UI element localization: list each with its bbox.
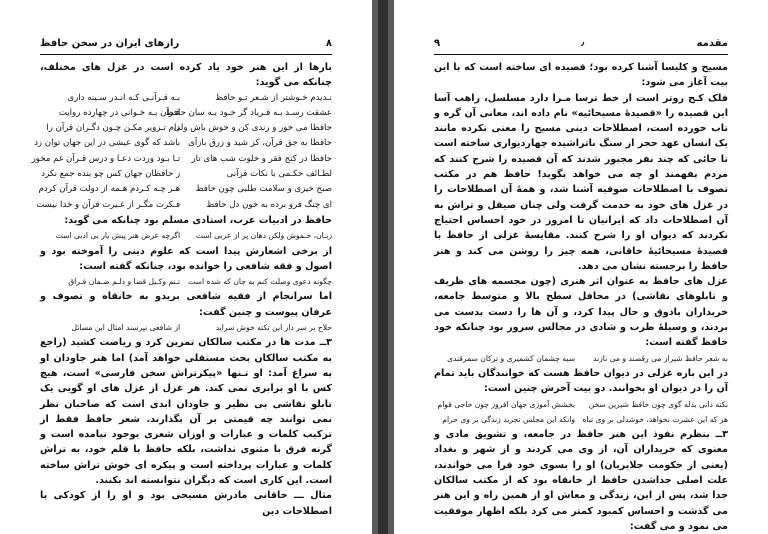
hemistich: بخشش آموزی جهان افروز چون حاجی قوام [437,399,576,409]
page-number: ۸ [325,38,332,49]
left-page-header [40,38,332,55]
paragraph: حافظ در ادبیات عرب، استادی مسلم بود چنانکه می گوید: [64,214,332,226]
hemistich: حافظا به حق قرآن، کز شید و زرق بازآی [188,138,332,149]
hemistich: زبـان، خـموش ولکن دهان پر از عربی است [195,231,332,241]
hemistich: فـکرت مگـر از غـیرت قرآن و خدا نیست [36,199,181,210]
hemistich: صبح خیزی و سلامت طلبی چون حافظ [195,184,332,195]
hemistich: از شافعی نپرسند امثال این مسائل [71,323,181,333]
verse-line [434,412,728,427]
hemistich: تـا بـود وردت دعـا و درس قـرآن غم مخور [31,153,181,164]
paragraph: مثال ـــ خاقانی مادرش مسیحی بود و او را از کودکی با اصطلاحات دین [40,490,332,517]
paragraph: ۳ــ بنظرم نفوذ این هنر حافظ در جامعه، و تشویق مادی و معنوی که خریداران آن، از وی می کردند و از شهر و بغداد (یعنی از حکومت جلایریان) او را بسوی خود فرا می خواندند، علت اصلی جداشدن حافظ از خانقاه بود که از مکتب سالکان جدا شد، پس از این، زندگی و معاش او از همین راه و این هنر می گذشت و احساس کمبود کمتر می کرد بلکه اظهار موفقیت می نمود و می گفت: [434,429,728,532]
verse-line [40,228,332,243]
hemistich: تـنم وکـیل قضا و دلـم ضـمان فـراق [68,277,181,287]
paragraph: ۳ــ مدت ها در مکتب سالکان تمرین کرد و ریاضت کشید (راجع به مکتب سالکان بحث مستقلی خواهد آمد) اما هنر جاودان او به سراغ آمد: او تـنها «پیکرتراش سخن فارسی» است، هیچ کس با او برابری نمی کند. هر غزل از غزل های او گویی یک تابلو نقاشی بی نظیر و جاودان ابدی است که صاحبان نظر نمی توانند چه قیمتی بر آن بگذارند. شعر حافظ فقط از ترکیب کلمات و عبارات و اوزان شعری بوجود نیامده است و گرنه فرق با مثنوی نداشت، بلکه حافظ با قلم خود، به تراش کلمات و عبارات پرداخته است و پیکره ای خوش تراش ساخته است. این کاری است که دیگران نتوانسته اند بکنند. [40,337,332,487]
gutter-edge [372,0,378,534]
verse-line [40,106,332,121]
verse-line [34,136,332,151]
left-page [0,0,372,534]
verse-line [40,167,332,182]
paragraph: بارها از این هنر خود یاد کرده است در غزل های مختلف، چنانکه می گوید: [40,62,332,89]
hemistich: به شعر حافظ شیراز می رقصند و می نازند [593,353,728,363]
hemistich: چگونه دعوی وصلت کنم به جان که شده است [188,277,332,287]
verse-line [40,121,332,136]
verse-line [40,274,332,289]
hemistich: حافظا می خور و رندی کن و خوش باش ولی [173,123,332,134]
paragraph: از برخی اشعارش پیدا است که علوم دینی را آموخته بود و اصول و فقه شافعی را خوانده بود، چنانکه گفته است: [40,245,332,272]
page-number: ۹ [434,38,441,49]
hemistich: ز حافظان جهان کس چو بنده جمع نکرد [41,169,181,180]
hemistich: حلاج بر سر دار این نکته خوش سراید [215,323,332,333]
hemistich: نکته دانی بذله گوی چون حافظ شیرین سخن [588,399,728,409]
hemistich: حافظا در کنج فقر و خلوت شب های تار [191,153,332,164]
verse-line [40,91,332,106]
paragraph: در این باره غزلی در دیوان حافظ هست که خوانندگان باید تمام آن را در دیوان او بخوانند. دو بیت آخرش چنین است: [434,367,728,395]
paragraph: مسیح و کلیسا آشنا کرده بود؛ قصیده ای ساخته است که با این بیت آغاز می شود: [434,62,728,89]
hemistich: عشقت رسـد بـه فـریاد گر خـود بـه سان حافظ [165,107,332,118]
left-page-body [31,60,332,519]
right-page [394,0,768,534]
hemistich: بـه قـرآنـی کـه انـدر سـینه داری [67,92,181,103]
verse-line [40,182,332,197]
hemistich: لطـائف حکـمی با نکات قرآنی [226,169,332,180]
page-gutter [372,0,394,534]
right-page-header [434,38,728,55]
verse-line [434,397,728,412]
right-page-body [434,60,728,534]
hemistich: ای چنگ فرو برده به خون دل حافظ [206,199,332,210]
hemistich: اگرچه عرض هنر پیش یار بی ادبی است [55,231,181,241]
verse-line [40,320,332,335]
hemistich: دام تـزویر مکـن چـون دگـران قرآن را [46,123,181,134]
verse-line [36,198,332,213]
hemistich: باشد که گوی عیشی در این جهان توان زد [34,138,181,149]
running-title: مقدمه [696,38,728,49]
hemistich: وانکه این مجلس تجرید زندگی بر وی حرام [442,414,576,424]
hemistich: نـدیدم خـوشتر از شـعر تـو حافظ [215,92,332,103]
hemistich: قـرآن بـه خـوانی در چهارده روایت [58,107,181,118]
paragraph: اما سرانجام از فقیه شافعی بریدو به خانقاه و تصوف و عرفان پیوست و چنین گفت: [40,291,332,318]
paragraph: غزل های حافظ به عنوان اثر هنری (چون مجسمه های ظریف و تابلوهای نقاشی) در محافل سطح بالا و متوسط جامعه، خریداران باذوق و حال پیدا کرد، و آن ها را دست بدست می بردند، و وسیلۀ طرب و شادی در مجالس سرور بود چنانکه خود حافظ گفته است: [434,276,728,349]
hemistich: هر که این عشرت نخواهد، خوشدلی بر وی تباه [582,414,728,424]
paragraph: فلک کـج روتر است از خط ترسا مـرا دارد مسلسل، راهب آسا این قصیده را «قصیدۀ مسیحائیه» نام داده اند، معانی آن گره و تاب خورده است، اصطلاحات دینی مسیح را معنی نکرده مانند یک انسان عهد حجر از سنگ ناتراشیده چهاردیواری ساخته است تا جائی که چند نفر مجبور شدند که آن قصیده را شرح کنند که مردم بفهمند او چه می خواهد بگوید! حافظ هم در مکتب تصوف با اصطلاحات صوفیه آشنا شد، و همۀ آن اصطلاحات را در غزل های خود به خدمت گرفت ولی چنان صیقل و تراش به آن اصطلاحات داد که ایرانیان تا امروز در خود احساس احتیاج نکردند که دیوان او را شرح کنند. مقایسۀ غزلی از حافظ با قصیدۀ مسیحائیۀ خاقانی، همه چیز را روشن می کند و هنر حافظ را برجسته نشان می دهد. [434,92,728,272]
hemistich: هـر چـه کـردم هـمه از دولت قرآن کردم [38,184,181,195]
running-title: رازهای ایران در سخن حافظ [40,38,180,49]
hemistich: سیه چشمان کشمیری و ترکان سمرقندی [447,353,576,363]
verse-line [434,351,728,366]
verse-line [31,152,332,167]
header-mark: ٫ [581,38,585,48]
